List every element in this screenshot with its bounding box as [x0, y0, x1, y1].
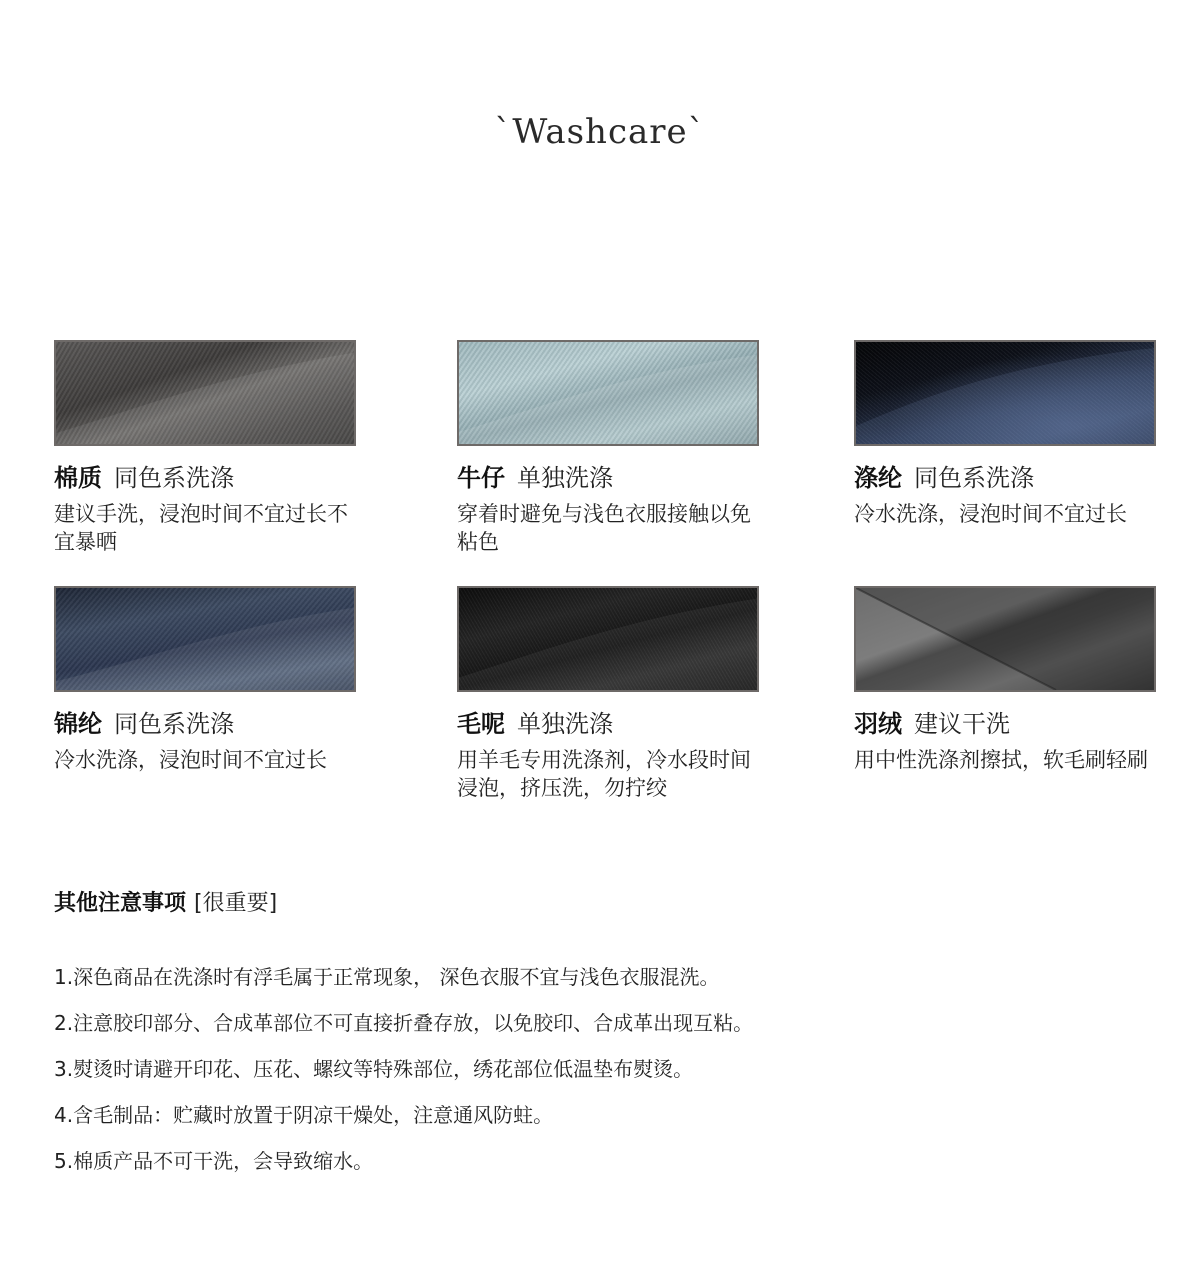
fabric-card-down [854, 586, 1156, 774]
polyester-fabric-swatch [854, 340, 1156, 446]
care-description: 用中性洗涤剂擦拭，软毛刷轻刷 [854, 748, 1148, 772]
nylon-fabric-swatch [54, 586, 356, 692]
list-item: 2.注意胶印部分、合成革部位不可直接折叠存放，以免胶印、合成革出现互粘。 [54, 1011, 754, 1035]
wash-method: 建议干洗 [914, 710, 1010, 738]
wool-fabric-swatch [457, 586, 759, 692]
cotton-fabric-swatch [54, 340, 356, 446]
fabric-card-nylon [54, 586, 356, 774]
notes-subtitle: [很重要] [194, 891, 278, 916]
fabric-card-wool [457, 586, 759, 802]
notes-heading [54, 888, 277, 920]
fabric-card-cotton [54, 340, 356, 556]
list-item: 5.棉质产品不可干洗，会导致缩水。 [54, 1149, 374, 1173]
fabric-fold-highlight [457, 342, 759, 444]
fabric-name: 羽绒 [854, 710, 902, 738]
wash-method: 同色系洗涤 [914, 464, 1034, 492]
fabric-name: 涤纶 [854, 464, 902, 492]
fabric-name: 毛呢 [457, 710, 505, 738]
list-item: 4.含毛制品：贮藏时放置于阴凉干燥处，注意通风防蛀。 [54, 1103, 554, 1127]
list-item: 1.深色商品在洗涤时有浮毛属于正常现象， 深色衣服不宜与浅色衣服混洗。 [54, 965, 720, 989]
fabric-fold-highlight [54, 588, 356, 690]
page-title: `Washcare` [494, 112, 706, 152]
care-description: 建议手洗，浸泡时间不宜过长不宜暴晒 [54, 502, 348, 554]
fabric-card-polyester [854, 340, 1156, 528]
fabric-fold-highlight [854, 588, 1156, 690]
care-description: 冷水洗涤，浸泡时间不宜过长 [854, 502, 1127, 526]
fabric-card-denim [457, 340, 759, 556]
fabric-fold-highlight [54, 342, 356, 444]
fabric-name: 锦纶 [54, 710, 102, 738]
fabric-fold-highlight [854, 342, 1156, 444]
list-item: 3.熨烫时请避开印花、压花、螺纹等特殊部位，绣花部位低温垫布熨烫。 [54, 1057, 694, 1081]
wash-method: 单独洗涤 [517, 710, 613, 738]
notes-list [54, 963, 753, 1193]
wash-method: 同色系洗涤 [114, 464, 234, 492]
care-description: 冷水洗涤，浸泡时间不宜过长 [54, 748, 327, 772]
wash-method: 同色系洗涤 [114, 710, 234, 738]
denim-fabric-swatch [457, 340, 759, 446]
fabric-name: 牛仔 [457, 464, 505, 492]
fabric-name: 棉质 [54, 464, 102, 492]
wash-method: 单独洗涤 [517, 464, 613, 492]
down-fabric-swatch [854, 586, 1156, 692]
notes-title: 其他注意事项 [54, 891, 187, 916]
care-description: 用羊毛专用洗涤剂，冷水段时间浸泡，挤压洗，勿拧绞 [457, 748, 751, 800]
fabric-fold-highlight [457, 588, 759, 690]
care-description: 穿着时避免与浅色衣服接触以免粘色 [457, 502, 751, 554]
